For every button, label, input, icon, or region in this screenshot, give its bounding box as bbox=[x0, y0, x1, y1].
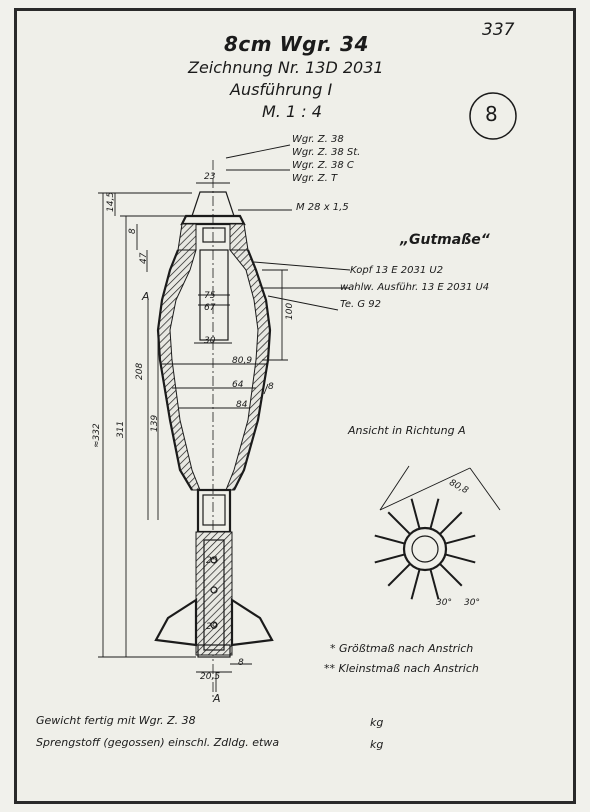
footnote-max: * Größtmaß nach Anstrich bbox=[330, 642, 474, 655]
dim-23: 23 bbox=[204, 172, 216, 182]
tail-fin bbox=[445, 554, 475, 562]
dim-8-bottom: 8 bbox=[238, 658, 244, 668]
fuze-label-3: Wgr. Z. 38 C bbox=[292, 160, 354, 171]
fuze-label-2: Wgr. Z. 38 St. bbox=[292, 147, 361, 158]
page-number: 337 bbox=[482, 20, 515, 40]
teg-label: Te. G 92 bbox=[340, 299, 382, 310]
dim-139: 139 bbox=[150, 414, 160, 432]
kopf-label: Kopf 13 E 2031 U2 bbox=[350, 265, 444, 276]
dim-100: 100 bbox=[285, 302, 295, 320]
tail-fin bbox=[440, 512, 462, 534]
dim-84: 84 bbox=[236, 400, 248, 410]
tail-fin bbox=[388, 564, 410, 586]
dim-25: 25 bbox=[206, 556, 218, 566]
gutmasse-label: „Gutmaße“ bbox=[400, 232, 490, 248]
tail-fin bbox=[430, 569, 438, 599]
dim-8-top: 8 bbox=[128, 228, 138, 234]
fuze-label-4: Wgr. Z. T bbox=[292, 173, 338, 184]
dim-29: 29 bbox=[206, 622, 218, 632]
weight-label: Gewicht fertig mit Wgr. Z. 38 bbox=[36, 714, 196, 727]
dim-208: 208 bbox=[135, 362, 145, 380]
variant-label: Ausführung I bbox=[230, 80, 333, 99]
dim-311: 311 bbox=[116, 420, 126, 438]
tail-fin bbox=[430, 499, 438, 529]
tail-fin bbox=[388, 512, 410, 534]
dim-332: ≈332 bbox=[92, 423, 102, 448]
dim-80-8: 80,8 bbox=[447, 478, 470, 497]
dim-80-9: 80,9 bbox=[232, 356, 253, 366]
weight-unit: kg bbox=[370, 716, 384, 729]
angle-left: 30° bbox=[436, 598, 452, 608]
scale-label: M. 1 : 4 bbox=[262, 102, 322, 121]
tail-fin bbox=[445, 536, 475, 544]
tail-fin bbox=[412, 569, 420, 599]
dim-47: 47 bbox=[139, 252, 149, 264]
tail-unit bbox=[156, 532, 272, 657]
dim-14-5: 14,5 bbox=[106, 191, 116, 212]
view-direction-a bbox=[375, 466, 500, 599]
footnote-min: ** Kleinstmaß nach Anstrich bbox=[324, 662, 479, 675]
angle-right: 30° bbox=[464, 598, 480, 608]
explosive-label: Sprengstoff (gegossen) einschl. Zdldg. etwa bbox=[36, 736, 280, 749]
tail-fin bbox=[440, 564, 462, 586]
dim-20-5: 20,5 bbox=[200, 672, 221, 682]
dim-64: 64 bbox=[232, 380, 244, 390]
section-mark-a-top: A bbox=[142, 290, 150, 303]
fuze-label-1: Wgr. Z. 38 bbox=[292, 134, 344, 145]
drawing-number: Zeichnung Nr. 13D 2031 bbox=[188, 58, 384, 77]
sheet-number: 8 bbox=[485, 102, 498, 126]
dim-8-side: 8 bbox=[268, 382, 274, 392]
tail-fin bbox=[375, 554, 405, 562]
explosive-unit: kg bbox=[370, 738, 384, 751]
section-mark-a-bottom: A bbox=[213, 692, 221, 705]
tail-fin bbox=[375, 536, 405, 544]
dim-30: 30 bbox=[204, 336, 216, 346]
alt-version-label: wahlw. Ausführ. 13 E 2031 U4 bbox=[340, 282, 490, 293]
thread-label: M 28 x 1,5 bbox=[296, 202, 349, 213]
dim-67: 67 bbox=[204, 303, 216, 313]
drawing-title: 8cm Wgr. 34 bbox=[224, 32, 369, 56]
dim-75: 75 bbox=[204, 291, 216, 301]
tail-fin bbox=[412, 499, 420, 529]
view-direction-label: Ansicht in Richtung A bbox=[348, 424, 466, 437]
